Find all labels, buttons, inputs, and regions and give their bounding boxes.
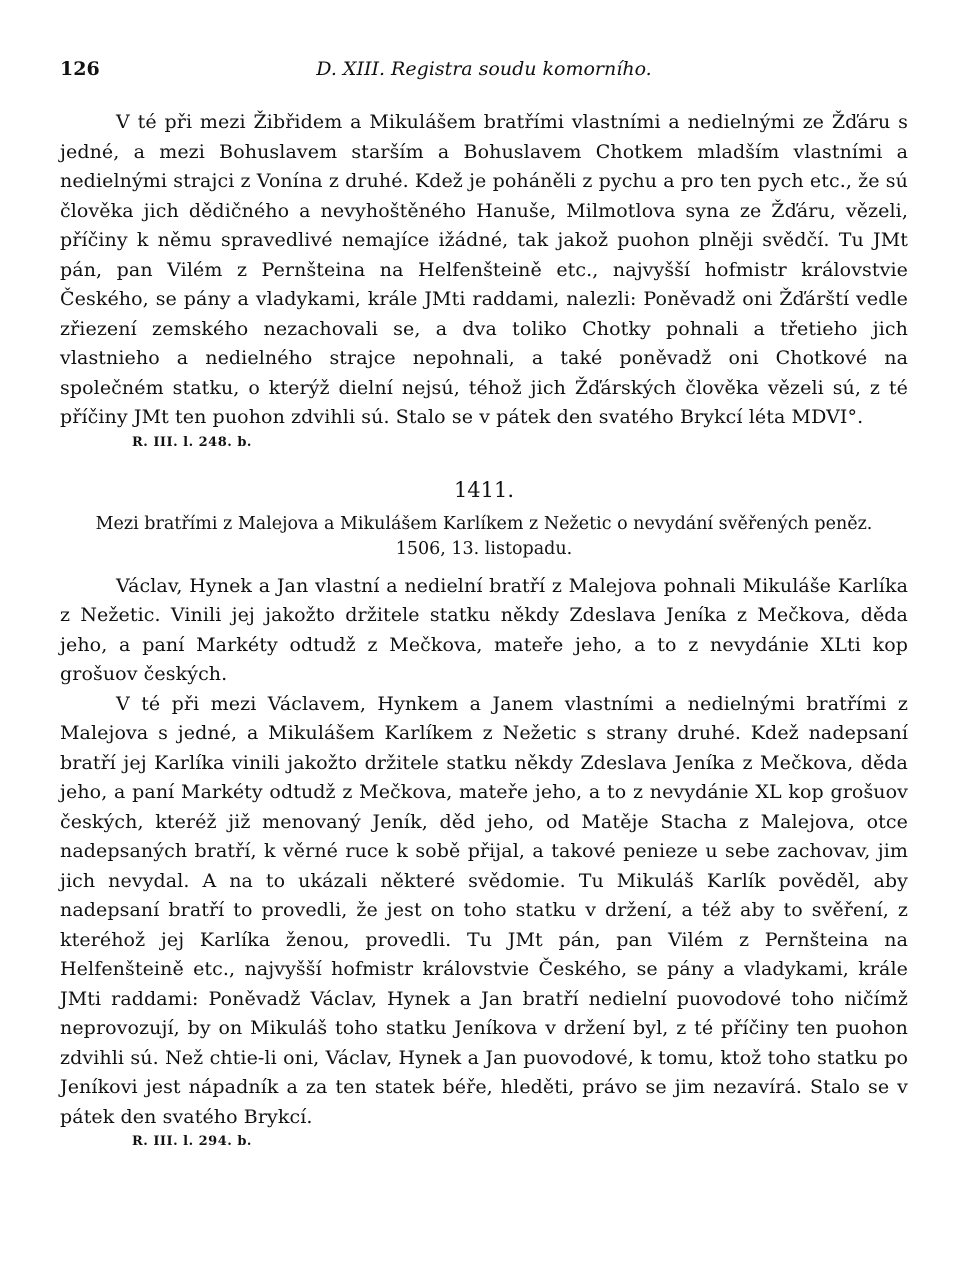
entry-1411-number: 1411.: [453, 477, 515, 502]
entry-1411-paragraph-2: V té při mezi Václavem, Hynkem a Janem vlastními a nedielnými bratřími z Malejova s jedné, a Mikulášem Karlíkem z Nežetic s strany druhé. Kdež nadepsaní bratří jej Karlíka vinili jakožto držitele statku někdy Zdeslava Jeníka z Mečkova, děda jeho, a paní Markéty odtudž z Mečkova, mateře jeho, a to z nevydánie XL kop grošuov českých, kteréž již menovaný Jeník, děd jeho, od Matěje Stacha z Malejova, otce nadepsaných bratří, k věrné ruce k sobě přijal, a takové penieze u sebe zachovav, jim jich nevydal. A na to ukázali některé svědomie. Tu Mikuláš Karlík pověděl, aby nadepsaní bratří to provedli, že jest on toho statku v držení, a též aby to svěření, z kteréhož jej Karlíka ženou, provedli. Tu JMt pán, pan Vilém z Pernšteina na Helfenšteině etc., najvyšší hofmistr královstvie Českého, se pány a vladykami, krále JMti raddami: Poněvadž Václav, Hynek a Jan bratří nedielní puovodové toho ničímž neprovozují, by on Mikuláš toho statku Jeníkova v držení byl, z té příčiny ten puohon zdvihli sú. Než chtie-li oni, Václav, Hynek a Jan puovodové, k tomu, ktož toho statku po Jeníkovi jest nápadník a za ten statek béře, hleděti, právo se jim nezavírá. Stalo se v pátek den svatého Brykcí.: [60, 692, 908, 1128]
page-number: 126: [60, 58, 100, 80]
page-header: [60, 58, 908, 88]
entry-1411-source: R. III. l. 294. b.: [132, 1134, 252, 1149]
entry-1411-date: 1506, 13. listopadu.: [395, 538, 573, 559]
entry-1411-paragraph-1: Václav, Hynek a Jan vlastní a nedielní bratří z Malejova pohnali Mikuláše Karlíka z Nežetic. Vinili jej jakožto držitele statku někdy Zdeslava Jeníka z Mečkova, děda jeho, a paní Markéty odtudž z Mečkova, mateře jeho, a to z nevydánie XLti kop grošuov českých.: [60, 574, 908, 685]
entry-1410-paragraph: V té při mezi Žibřidem a Mikulášem bratřími vlastními a nedielnými ze Žďáru s jedné, a mezi Bohuslavem starším a Bohuslavem Chotkem mladším vlastními a nedielnými strajci z Vonína z druhé. Kdež je poháněli z pychu a pro ten pych etc., že sú člověka jich dědičného a nevyhoštěného Hanuše, Milmotlova syna ze Žďáru, vězeli, příčiny k němu spravedlivé nemajíce ižádné, tak jakož puohon plněji svědčí. Tu JMt pán, pan Vilém z Pernšteina na Helfenšteině etc., najvyšší hofmistr královstvie Českého, se pány a vladykami, krále JMti raddami, nalezli: Poněvadž oni Žďárští vedle zřiezení zemského nezachovali se, a dva toliko Chotky pohnali a třetieho jich vlastnieho a nedielného strajce nepohnali, a také poněvadž oni Chotkové na společném statku, o kterýž dielní nejsú, téhož jich Žďárských člověka vězeli sú, z té příčiny JMt ten puohon zdvihli sú. Stalo se v pátek den svatého Brykcí léta MDVI°.: [60, 111, 908, 428]
running-title: D. XIII. Registra soudu komorního.: [316, 58, 652, 80]
entry-1411-summary: Mezi bratřími z Malejova a Mikulášem Karlíkem z Nežetic o nevydání svěřených peněz.: [95, 513, 873, 534]
entry-1410-source: R. III. l. 248. b.: [132, 434, 252, 450]
